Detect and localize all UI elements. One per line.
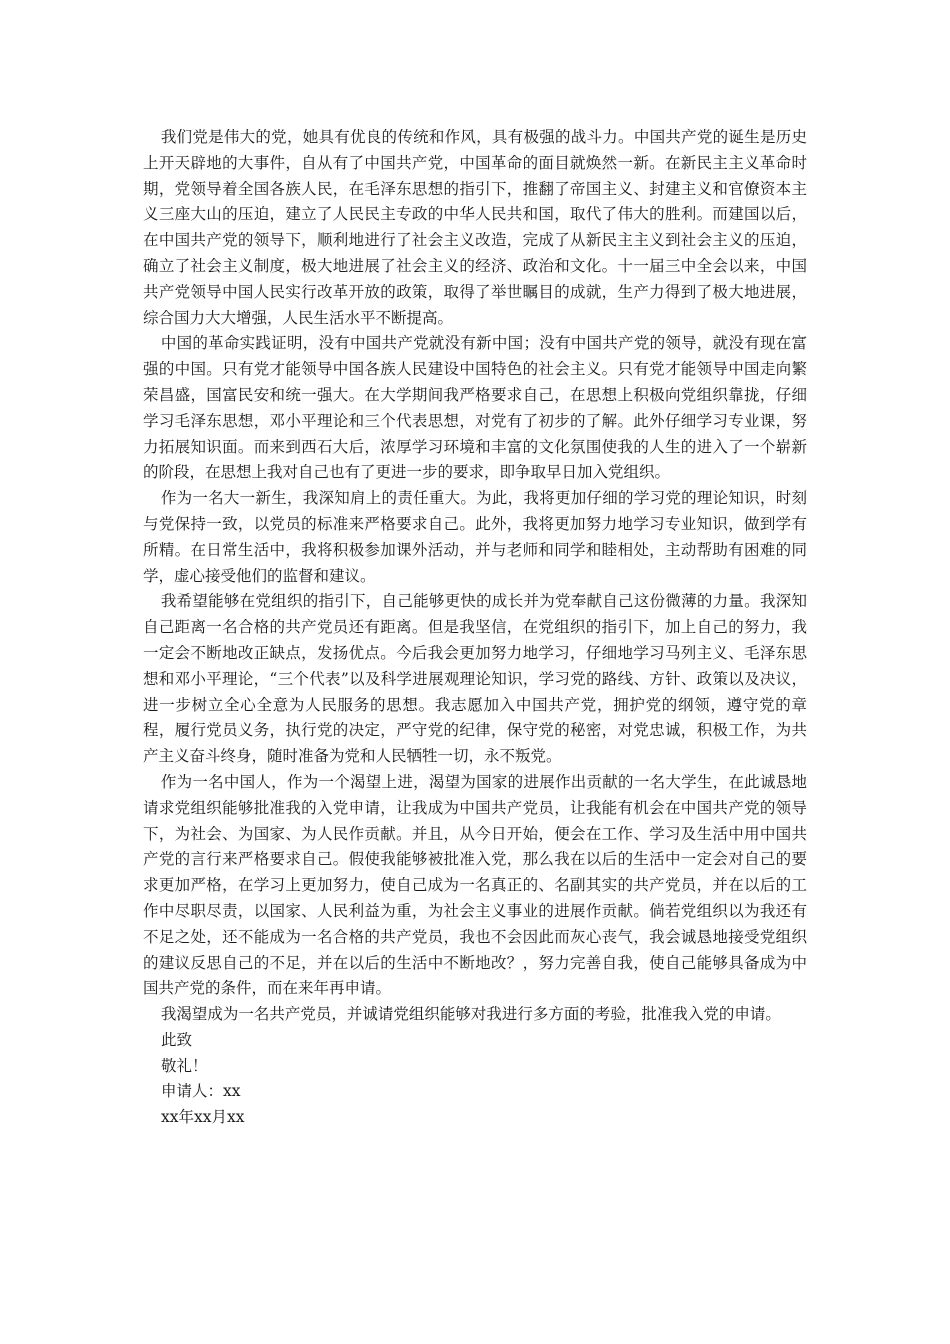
paragraph-4: 我希望能够在党组织的指引下，自己能够更快的成长并为党奉献自己这份微薄的力量。我深知自己距离一名合格的共产党员还有距离。但是我坚信，在党组织的指引下，加上自己的努力，我一定会不断地改正缺点，发扬优点。今后我会更加努力地学习，仔细地学习马列主义、毛泽东思想和邓小平理论，“三个代表”以及科学进展观理论知识，学习党的路线、方针、政策以及决议，进一步树立全心全意为人民服务的思想。我志愿加入中国共产党，拥护党的纲领，遵守党的章程，履行党员义务，执行党的决定，严守党的纪律，保守党的秘密，对党忠诚，积极工作，为共产主义奋斗终身，随时准备为党和人民牺牲一切，永不叛党。 [143,592,807,766]
paragraph-6: 我渴望成为一名共产党员，并诚请党组织能够对我进行多方面的考验，批准我入党的申请。 [160,1005,781,1024]
closing-block [143,1028,807,1131]
closing-salutation: 此致 [161,1030,193,1049]
date-line: xx年xx月xx [161,1108,245,1127]
paragraph-2: 中国的革命实践证明，没有中国共产党就没有新中国；没有中国共产党的领导，就没有现在富强的中国。只有党才能领导中国各族人民建设中国特色的社会主义。只有党才能领导中国走向繁荣昌盛，国富民安和统一强大。在大学期间我严格要求自己，在思想上积极向党组织靠拢，仔细学习毛泽东思想，邓小平理论和三个代表思想，对党有了初步的了解。此外仔细学习专业课，努力拓展知识面。而来到西石大后，浓厚学习环境和丰富的文化氛围使我的人生的进入了一个崭新的阶段，在思想上我对自己也有了更进一步的要求，即争取早日加入党组织。 [143,334,807,482]
paragraph-1: 我们党是伟大的党，她具有优良的传统和作风，具有极强的战斗力。中国共产党的诞生是历史上开天辟地的大事件，自从有了中国共产党，中国革命的面目就焕然一新。在新民主主义革命时期，党领导着全国各族人民，在毛泽东思想的指引下，推翻了帝国主义、封建主义和官僚资本主义三座大山的压迫，建立了人民民主专政的中华人民共和国，取代了伟大的胜利。而建国以后，在中国共产党的领导下，顺利地进行了社会主义改造，完成了从新民主主义到社会主义的压迫，确立了社会主义制度，极大地进展了社会主义的经济、政治和文化。十一届三中全会以来，中国共产党领导中国人民实行改革开放的政策，取得了举世瞩目的成就，生产力得到了极大地进展，综合国力大大增强，人民生活水平不断提高。 [143,128,807,327]
paragraph-3: 作为一名大一新生，我深知肩上的责任重大。为此，我将更加仔细的学习党的理论知识，时刻与党保持一致，以党员的标准来严格要求自己。此外，我将更加努力地学习专业知识，做到学有所精。在日常生活中，我将积极参加课外活动，并与老师和同学和睦相处，主动帮助有困难的同学，虚心接受他们的监督和建议。 [143,489,807,585]
closing-regards: 敬礼！ [161,1056,208,1075]
applicant-line: 申请人：xx [161,1082,241,1101]
document-body [143,125,807,1131]
paragraph-5: 作为一名中国人，作为一个渴望上进，渴望为国家的进展作出贡献的一名大学生，在此诚恳地请求党组织能够批准我的入党申请，让我成为中国共产党员，让我能有机会在中国共产党的领导下，为社会、为国家、为人民作贡献。并且，从今日开始，便会在工作、学习及生活中用中国共产党的言行来严格要求自己。假使我能够被批准入党，那么我在以后的生活中一定会对自己的要求更加严格，在学习上更加努力，使自己成为一名真正的、名副其实的共产党员，并在以后的工作中尽职尽责，以国家、人民利益为重，为社会主义事业的进展作贡献。倘若党组织以为我还有不足之处，还不能成为一名合格的共产党员，我也不会因此而灰心丧气，我会诚恳地接受党组织的建议反思自己的不足，并在以后的生活中不断地改？，努力完善自我，使自己能够具备成为中国共产党的条件，而在来年再申请。 [143,772,807,998]
